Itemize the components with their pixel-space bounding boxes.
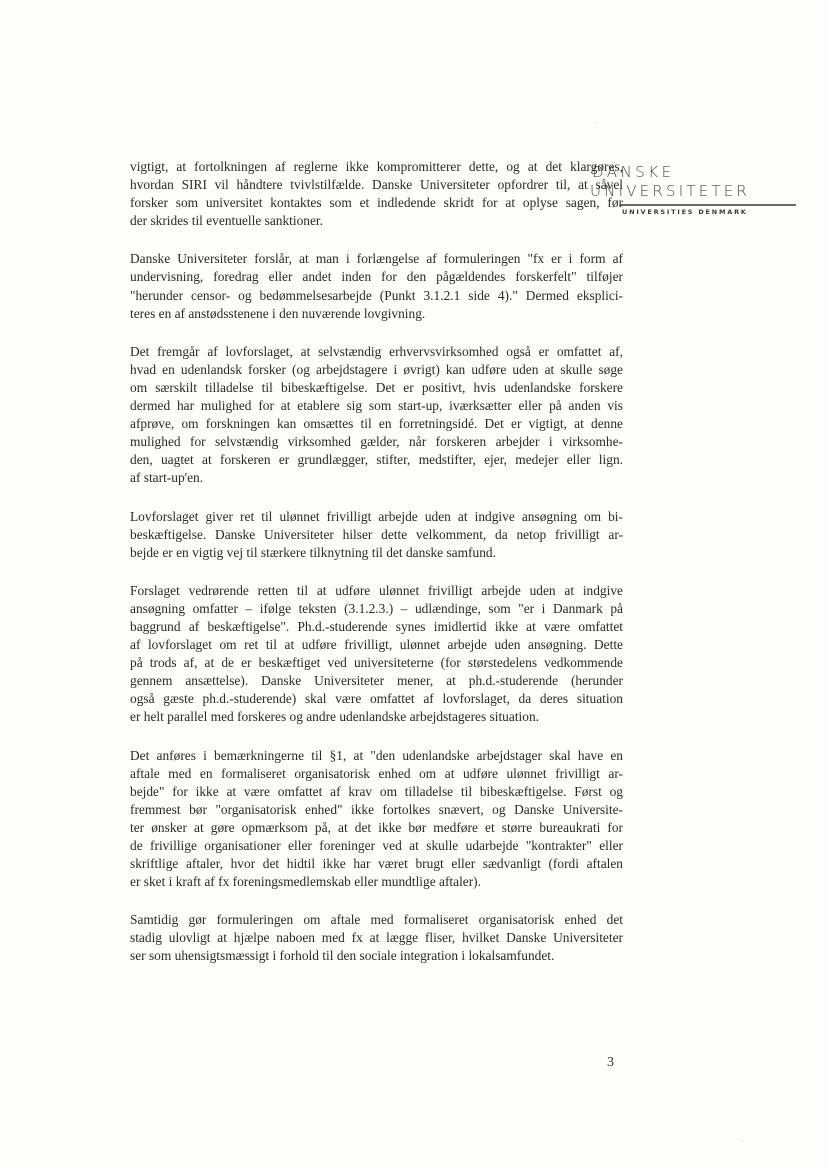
text-line: Danske Universiteter forslår, at man i forlængelse af formuleringen "fx er i form af — [130, 251, 623, 267]
body-paragraph — [130, 747, 623, 892]
text-line: der skrides til eventuelle sanktioner. — [130, 213, 323, 229]
text-line: på trods af, at de er beskæftiget ved universiteterne (for størstedelens vedkommende — [130, 655, 623, 671]
text-line: hvordan SIRI vil håndtere tvivlstilfælde. Danske Universiteter opfordrer til, at såvel — [130, 177, 623, 193]
text-line: aftale med en formaliseret organisatorisk enhed om at udføre ulønnet frivilligt ar- — [130, 765, 623, 781]
logo-line-universities-denmark: UNIVERSITIES DENMARK — [622, 208, 748, 216]
logo-line-danske: DANSKE — [592, 163, 675, 181]
body-paragraph — [130, 911, 623, 965]
text-line: om særskilt tilladelse til bibeskæftigelse. Det er positivt, hvis udenlandske forskere — [130, 379, 623, 395]
body-paragraph — [130, 582, 623, 727]
text-line: beskæftigelse. Danske Universiteter hilser dette velkomment, da netop frivilligt ar- — [130, 526, 623, 542]
text-line: ansøgning omfatter – ifølge teksten (3.1.2.3.) – udlændinge, som "er i Danmark på — [130, 600, 623, 616]
text-line: afprøve, om forskningen kan omsættes til en forretningsidé. Det er vigtigt, at denne — [130, 416, 623, 432]
text-line: teres en af anstødsstenene i den nuværende lovgivning. — [130, 305, 426, 321]
text-line: fremmest bør "organisatorisk enhed" ikke fortolkes snævert, og Danske Universite- — [130, 801, 623, 817]
letter-body — [130, 158, 623, 986]
text-line: Lovforslaget giver ret til ulønnet frivilligt arbejde uden at indgive ansøgning om bi- — [130, 508, 623, 524]
text-line: de frivillige organisationer eller foreninger ved at skulle udarbejde "kontrakter" eller — [130, 838, 623, 853]
body-paragraph — [130, 250, 623, 322]
text-line: ser som uhensigtsmæssigt i forhold til den sociale integration i lokalsamfundet. — [130, 948, 555, 964]
body-paragraph — [130, 343, 623, 488]
text-line: mulighed for selvstændig virksomhed gælder, når forskeren arbejder i virksomhe- — [130, 434, 623, 450]
scan-speck — [596, 122, 597, 123]
text-line: vigtigt, at fortolkningen af reglerne ikke kompromitterer dette, og at det klargøres, — [130, 159, 623, 174]
logo-line-universiteter: UNIVERSITETER — [590, 182, 751, 200]
text-line: er sket i kraft af fx foreningsmedlemskab eller mundtlige aftaler). — [130, 874, 481, 890]
text-line: den, uagtet at forskeren er grundlægger, stifter, medstifter, ejer, medejer eller lign. — [130, 452, 623, 468]
scan-speck — [741, 1140, 742, 1141]
text-line: er helt parallel med forskeres og andre udenlandske arbejdstageres situation. — [130, 709, 540, 725]
text-line: dermed har mulighed for at etablere sig som start-up, iværksætter eller på anden vis — [130, 398, 623, 414]
text-line: gennem ansættelse). Danske Universiteter mener, at ph.d.-studerende (herunder — [130, 673, 623, 689]
text-line: Samtidig gør formuleringen om aftale med formaliseret organisatorisk enhed det — [130, 912, 623, 928]
text-line: bejde" for ikke at være omfattet af krav om tilladelse til bibeskæftigelse. Først og — [130, 783, 623, 799]
text-line: "herunder censor- og bedømmelsesarbejde (Punkt 3.1.2.1 side 4)." Dermed eksplici- — [130, 287, 623, 303]
text-line: forsker som universitet kontaktes som et indledende skridt for at oplyse sagen, før — [130, 195, 623, 211]
text-line: stadig ulovligt at hjælpe naboen med fx at lægge fliser, hvilket Danske Universiteter — [130, 930, 623, 946]
text-line: Det fremgår af lovforslaget, at selvstændig erhvervsvirksomhed også er omfattet af, — [130, 343, 623, 359]
text-line: hvad en udenlandsk forsker (og arbejdstagere i øvrigt) kan udføre uden at skulle søge — [130, 361, 623, 377]
text-line: bejde er en vigtig vej til stærkere tilknytning til det danske samfund. — [130, 544, 496, 560]
text-line: Forslaget vedrørende retten til at udføre ulønnet frivilligt arbejde uden at indgive — [130, 582, 623, 598]
logo-rule — [620, 204, 796, 206]
body-paragraph — [130, 158, 623, 230]
page-number: 3 — [607, 1055, 614, 1070]
text-line: også gæste ph.d.-studerende) skal være omfattet af lovforslaget, da deres situation — [130, 691, 623, 707]
text-line: undervisning, foredrag eller andet inden for den pågældendes forskerfelt" tilføjer — [130, 269, 623, 285]
body-paragraph — [130, 508, 623, 562]
text-line: af lovforslaget om ret til at udføre frivilligt, ulønnet arbejde uden ansøgning. Dette — [130, 637, 623, 653]
text-line: baggrund af beskæftigelse". Ph.d.-studerende synes imidlertid ikke at være omfattet — [130, 618, 623, 634]
text-line: ter ønsker at gøre opmærksom på, at det ikke bør medføre et større bureaukrati for — [130, 819, 623, 835]
text-line: skriftlige aftaler, hvor det hidtil ikke har været brugt eller sædvanligt (fordi aftalen — [130, 856, 623, 872]
text-line: Det anføres i bemærkningerne til §1, at "den udenlandske arbejdstager skal have en — [130, 747, 623, 763]
text-line: af start-up'en. — [130, 470, 204, 486]
